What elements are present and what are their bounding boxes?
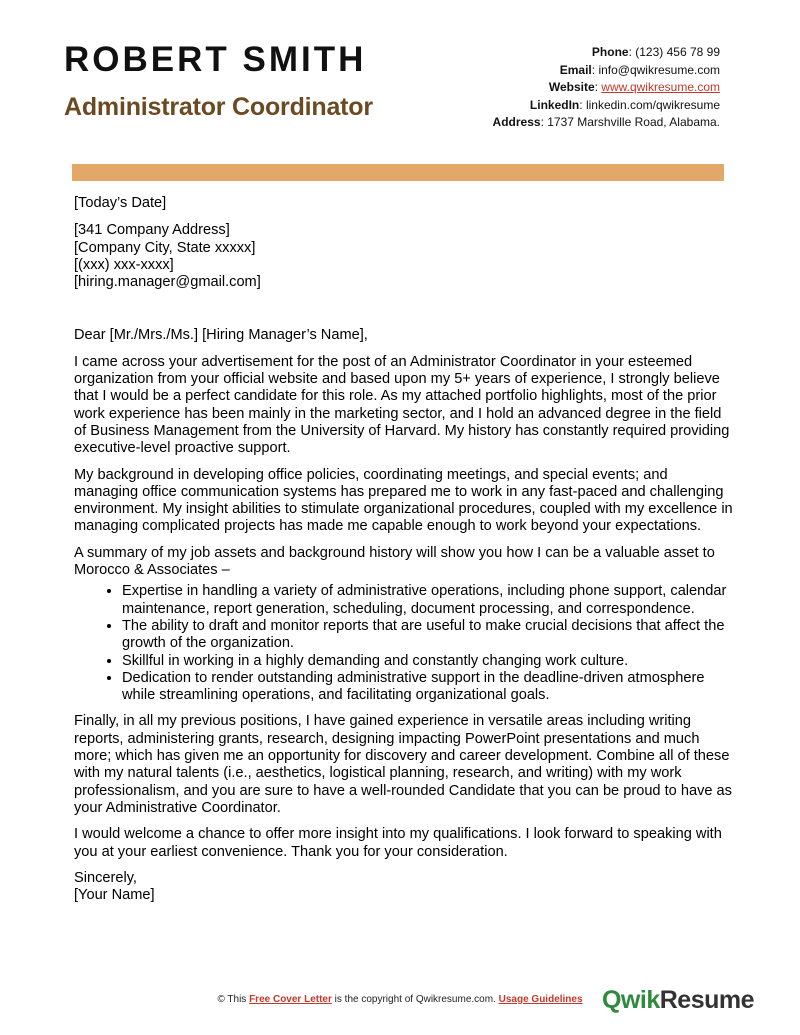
skills-list xyxy=(74,583,734,704)
closing-phrase: Sincerely, xyxy=(74,869,137,886)
paragraph-intro: I came across your advertisement for the post of an Administrator Coordinator in your esteemed organization from your official website and based upon my 5+ years of experience, I strongly believe that I would be a perfect candidate for this role. As my attached portfolio highlights, most of the prior work experience has been mainly in the marketing sector, and I hold an advanced degree in the field of Business Management from the University of Harvard. My history has constantly required providing executive-level proactive support. xyxy=(74,353,730,457)
contact-phone: Phone: (123) 456 78 99 xyxy=(591,45,720,59)
list-item: • Expertise in handling a variety of administrative operations, including phone support, calendar maintenance, report generation, scheduling, document processing, and correspondence. xyxy=(122,583,734,618)
paragraph-experience: Finally, in all my previous positions, I have gained experience in versatile areas including writing reports, administering grants, research, designing impacting PowerPoint presentations and much more; which has given me an opportunity for discovery and career development. Combine all of these with my natural talents (i.e., aesthetics, logistical planning, research, and writing) with my work professionalism, and you are sure to have a well-rounded Candidate that you can be proud to have as your Administrative Coordinator. xyxy=(74,713,732,816)
letter-date: [Today’s Date] xyxy=(74,195,167,211)
contact-linkedin: LinkedIn: linkedin.com/qwikresume xyxy=(529,97,720,112)
signature: [Your Name] xyxy=(74,887,155,904)
recipient-address xyxy=(74,222,734,291)
paragraph-summary: A summary of my job assets and background history will show you how I can be a valuable asset to Morocco & Associates – xyxy=(74,544,715,579)
contact-address: Address: 1737 Marshville Road, Alabama. xyxy=(492,115,720,129)
contact-website: Website: www.qwikresume.com xyxy=(548,80,720,94)
contact-email: Email: info@qwikresume.com xyxy=(559,62,720,77)
candidate-name: ROBERT SMITH xyxy=(64,40,367,79)
free-cover-letter-link[interactable]: Free Cover Letter xyxy=(249,994,332,1005)
copyright-footer: © This Free Cover Letter is the copyright of Qwikresume.com. Usage Guidelines xyxy=(217,994,583,1005)
header-divider-bar xyxy=(72,164,724,181)
job-title: Administrator Coordinator xyxy=(64,93,373,121)
address-line: [Company City, State xxxxx] xyxy=(74,239,256,256)
list-item: • Skillful in working in a highly demanding and constantly changing work culture. xyxy=(122,653,734,670)
paragraph-closing: I would welcome a chance to offer more insight into my qualifications. I look forward to speaking with you at your earliest convenience. Thank you for your consideration. xyxy=(74,826,722,860)
salutation: Dear [Mr./Mrs./Ms.] [Hiring Manager’s Name], xyxy=(74,327,368,344)
qwikresume-logo: QwikResume xyxy=(601,986,754,1014)
address-line: [(xxx) xxx-xxxx] xyxy=(74,256,174,273)
paragraph-background: My background in developing office policies, coordinating meetings, and special events; and managing office communication systems has prepared me to work in any fast-paced and challenging environment. My insight abilities to stimulate organizational procedures, coupled with my excellence in managing complicated projects has made me capable enough to work beyond your expectations. xyxy=(74,466,733,535)
list-item: • The ability to draft and monitor reports that are useful to make crucial decisions that affect the growth of the organization. xyxy=(122,618,734,653)
contact-block xyxy=(493,44,720,132)
usage-guidelines-link[interactable]: Usage Guidelines xyxy=(498,994,583,1005)
website-link[interactable]: www.qwikresume.com xyxy=(601,80,720,94)
list-item: • Dedication to render outstanding administrative support in the deadline-driven atmosphere while streamlining operations, and facilitating organizational goals. xyxy=(122,670,734,705)
address-line: [hiring.manager@gmail.com] xyxy=(74,274,261,291)
letter-body xyxy=(74,195,734,904)
address-line: [341 Company Address] xyxy=(74,222,230,239)
